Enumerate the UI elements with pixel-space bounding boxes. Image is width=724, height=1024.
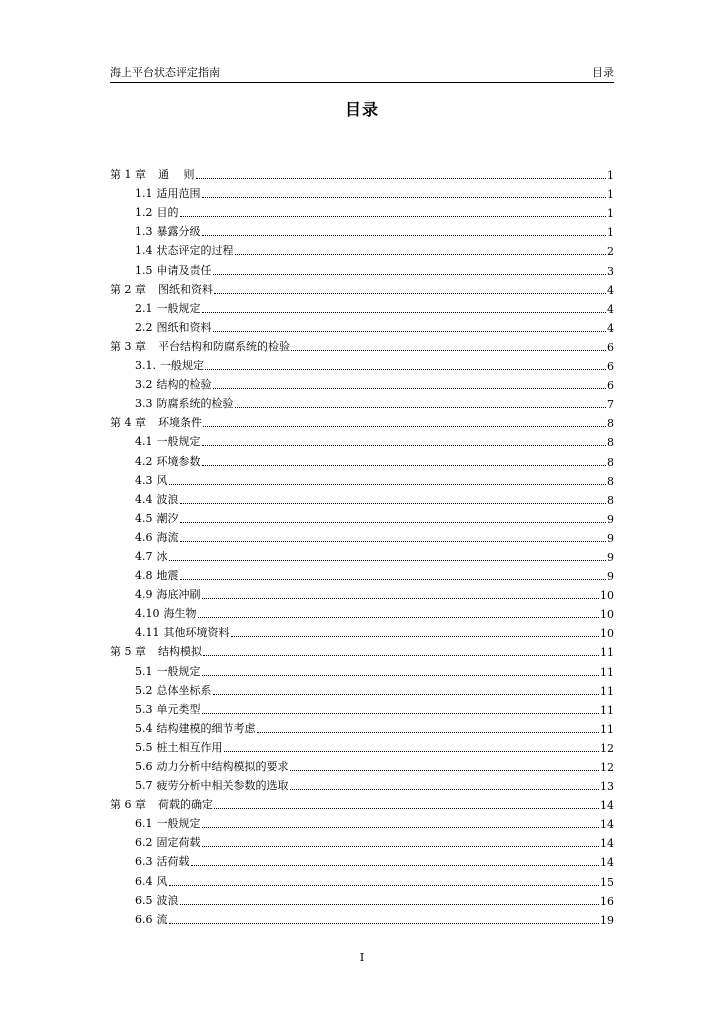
- toc-entry-label: [135, 204, 179, 220]
- toc-entry-text: 一般规定: [156, 301, 201, 315]
- toc-section-entry[interactable]: [110, 201, 614, 220]
- toc-entry-label: [135, 605, 197, 621]
- toc-section-entry[interactable]: [110, 755, 614, 774]
- toc-entry-label: [135, 472, 168, 488]
- toc-entry-number: 6.5: [135, 893, 153, 907]
- toc-entry-page: 4: [607, 283, 614, 297]
- toc-chapter-entry[interactable]: [110, 793, 614, 812]
- toc-dot-leader: [180, 541, 607, 542]
- toc-dot-leader: [196, 178, 607, 179]
- toc-entry-page: 9: [607, 570, 614, 584]
- toc-dot-leader: [235, 407, 607, 408]
- toc-entry-text: 防腐系统的检验: [156, 397, 234, 411]
- toc-entry-number: 2.1: [135, 301, 153, 315]
- toc-entry-text: 潮汐: [156, 511, 179, 525]
- toc-entry-text: 桩土相互作用: [156, 740, 223, 754]
- toc-dot-leader: [214, 293, 606, 294]
- toc-dot-leader: [290, 770, 600, 771]
- toc-entry-page: 3: [607, 264, 614, 278]
- toc-chapter-entry[interactable]: [110, 278, 614, 297]
- toc-entry-number: 1.2: [135, 206, 153, 220]
- toc-entry-label: [135, 395, 234, 411]
- toc-section-entry[interactable]: [110, 392, 614, 411]
- toc-entry-label: [110, 166, 195, 182]
- toc-dot-leader: [191, 865, 600, 866]
- toc-section-entry[interactable]: [110, 526, 614, 545]
- toc-entry-page: 10: [600, 608, 614, 622]
- toc-entry-page: 11: [600, 646, 614, 660]
- toc-entry-number: 3.3: [135, 397, 153, 411]
- toc-entry-text: 状态评定的过程: [156, 244, 234, 258]
- toc-entry-number: 第 6 章: [110, 798, 146, 812]
- toc-entry-text: 一般规定: [160, 359, 204, 373]
- toc-entry-page: 14: [600, 837, 614, 851]
- toc-entry-page: 14: [600, 799, 614, 813]
- toc-dot-leader: [203, 426, 606, 427]
- toc-section-entry[interactable]: [110, 430, 614, 449]
- toc-entry-label: [135, 682, 212, 698]
- toc-dot-leader: [202, 713, 600, 714]
- toc-dot-leader: [224, 751, 600, 752]
- toc-entry-number: 4.11: [135, 626, 160, 640]
- toc-entry-label: [135, 663, 201, 679]
- toc-entry-text: 波浪: [156, 492, 179, 506]
- toc-entry-page: 1: [607, 188, 614, 202]
- toc-entry-number: 3.1.: [135, 359, 156, 373]
- toc-section-entry[interactable]: [110, 220, 614, 239]
- toc-section-entry[interactable]: [110, 679, 614, 698]
- toc-entry-text: 动力分析中结构模拟的要求: [156, 760, 289, 773]
- toc-section-entry[interactable]: [110, 698, 614, 717]
- toc-section-entry[interactable]: [110, 258, 614, 277]
- toc-chapter-entry[interactable]: [110, 640, 614, 659]
- toc-entry-text: 海流: [156, 530, 179, 544]
- toc-dot-leader: [205, 369, 606, 370]
- toc-entry-number: 4.10: [135, 607, 160, 621]
- toc-section-entry[interactable]: [110, 869, 614, 888]
- toc-entry-text: 荷载的确定: [158, 798, 213, 812]
- toc-entry-label: [110, 414, 202, 430]
- toc-entry-page: 10: [600, 589, 614, 603]
- toc-entry-label: [135, 834, 201, 850]
- toc-entry-number: 5.5: [135, 740, 153, 754]
- toc-entry-page: 14: [600, 856, 614, 870]
- toc-section-entry[interactable]: [110, 812, 614, 831]
- toc-entry-text: 活荷载: [156, 855, 190, 869]
- toc-entry-page: 16: [600, 894, 614, 908]
- toc-entry-label: [135, 300, 201, 316]
- toc-entry-label: [135, 567, 179, 583]
- toc-entry-number: 1.1: [135, 187, 153, 201]
- toc-entry-number: 4.3: [135, 473, 153, 487]
- toc-entry-number: 5.3: [135, 702, 153, 716]
- toc-entry-page: 6: [607, 379, 614, 393]
- toc-entry-page: 11: [600, 684, 614, 698]
- toc-entry-number: 6.1: [135, 817, 153, 831]
- toc-entry-page: 11: [600, 665, 614, 679]
- toc-section-entry[interactable]: [110, 831, 614, 850]
- toc-entry-text: 总体坐标系: [156, 683, 212, 697]
- toc-entry-label: [135, 701, 201, 717]
- toc-entry-number: 第 5 章: [110, 645, 146, 659]
- toc-section-entry[interactable]: [110, 564, 614, 583]
- toc-entry-page: 8: [607, 474, 614, 488]
- toc-entry-page: 13: [600, 780, 614, 794]
- toc-dot-leader: [235, 254, 607, 255]
- toc-dot-leader: [180, 522, 607, 523]
- toc-entry-text: 其他环境资料: [163, 626, 230, 640]
- toc-dot-leader: [203, 655, 599, 656]
- toc-entry-page: 10: [600, 627, 614, 641]
- toc-entry-page: 4: [607, 302, 614, 316]
- toc-entry-label: [135, 453, 201, 469]
- toc-entry-label: [135, 758, 289, 774]
- toc-entry-label: [135, 777, 289, 793]
- toc-dot-leader: [202, 465, 607, 466]
- toc-entry-label: [135, 262, 212, 278]
- toc-entry-text: 结构的检验: [156, 378, 212, 392]
- toc-entry-number: 5.2: [135, 683, 153, 697]
- toc-entry-text: 环境条件: [158, 416, 202, 430]
- toc-entry-number: 4.1: [135, 435, 153, 449]
- toc-entry-number: 4.9: [135, 588, 153, 602]
- toc-entry-page: 9: [607, 550, 614, 564]
- toc-entry-text: 通 则: [158, 168, 195, 182]
- toc-section-entry[interactable]: [110, 889, 614, 908]
- toc-section-entry[interactable]: [110, 583, 614, 602]
- toc-section-entry[interactable]: [110, 774, 614, 793]
- toc-entry-page: 7: [607, 398, 614, 412]
- toc-entry-page: 8: [607, 417, 614, 431]
- toc-entry-page: 11: [600, 703, 614, 717]
- toc-dot-leader: [180, 216, 607, 217]
- toc-dot-leader: [180, 503, 607, 504]
- toc-section-entry[interactable]: [110, 621, 614, 640]
- toc-section-entry[interactable]: [110, 507, 614, 526]
- toc-dot-leader: [214, 808, 599, 809]
- toc-entry-label: [135, 892, 179, 908]
- toc-dot-leader: [169, 484, 607, 485]
- toc-entry-page: 8: [607, 436, 614, 450]
- toc-entry-number: 4.5: [135, 511, 153, 525]
- toc-entry-text: 一般规定: [156, 664, 201, 678]
- toc-dot-leader: [169, 885, 600, 886]
- toc-entry-number: 5.4: [135, 721, 153, 735]
- toc-section-entry[interactable]: [110, 297, 614, 316]
- toc-entry-text: 地震: [156, 569, 179, 583]
- toc-entry-number: 第 2 章: [110, 282, 146, 296]
- page-number: I: [359, 951, 365, 964]
- toc-dot-leader: [213, 694, 600, 695]
- toc-entry-number: 5.1: [135, 664, 153, 678]
- toc-entry-number: 4.4: [135, 492, 153, 506]
- toc-section-entry[interactable]: [110, 239, 614, 258]
- toc-entry-page: 12: [600, 761, 614, 774]
- toc-entry-label: [135, 739, 223, 755]
- toc-dot-leader: [198, 617, 600, 618]
- toc-entry-page: 6: [607, 360, 614, 374]
- toc-entry-text: 目的: [156, 206, 179, 220]
- toc-dot-leader: [290, 789, 600, 790]
- toc-entry-page: 12: [600, 741, 614, 755]
- header-document-title: 海上平台状态评定指南: [110, 66, 220, 79]
- toc-entry-label: [135, 491, 179, 507]
- toc-entry-page: 11: [600, 722, 614, 736]
- toc-entry-number: 1.4: [135, 244, 153, 258]
- toc-entry-label: [135, 223, 201, 239]
- toc-dot-leader: [202, 235, 607, 236]
- toc-entry-page: 15: [600, 875, 614, 889]
- toc-dot-leader: [257, 732, 600, 733]
- toc-dot-leader: [213, 331, 607, 332]
- toc-dot-leader: [291, 350, 606, 351]
- toc-entry-page: 8: [607, 455, 614, 469]
- toc-entry-text: 适用范围: [156, 187, 201, 201]
- toc-section-entry[interactable]: [110, 316, 614, 335]
- toc-entry-page: 1: [607, 226, 614, 240]
- toc-entry-page: 1: [607, 207, 614, 221]
- toc-entry-text: 风: [156, 473, 168, 487]
- toc-chapter-entry[interactable]: [110, 335, 614, 354]
- toc-dot-leader: [202, 827, 600, 828]
- toc-entry-number: 5.6: [135, 760, 153, 773]
- toc-entry-number: 3.2: [135, 378, 153, 392]
- toc-entry-text: 海生物: [163, 607, 197, 621]
- toc-entry-number: 2.2: [135, 320, 153, 334]
- toc-entry-number: 4.8: [135, 569, 153, 583]
- toc-entry-text: 风: [156, 874, 168, 888]
- toc-dot-leader: [202, 197, 607, 198]
- toc-entry-page: 6: [607, 340, 614, 354]
- toc-entry-number: 6.6: [135, 912, 153, 926]
- toc-entry-text: 单元类型: [156, 702, 201, 716]
- toc-entry-label: [110, 796, 213, 812]
- toc-entry-text: 一般规定: [156, 817, 201, 831]
- toc-entry-label: [135, 720, 256, 736]
- toc-entry-number: 第 3 章: [110, 339, 146, 353]
- toc-section-entry[interactable]: [110, 908, 614, 927]
- toc-entry-text: 平台结构和防腐系统的检验: [158, 339, 290, 353]
- toc-chapter-entry[interactable]: [110, 411, 614, 430]
- toc-entry-label: [135, 357, 204, 373]
- toc-entry-label: [135, 586, 201, 602]
- toc-dot-leader: [202, 846, 600, 847]
- toc-section-entry[interactable]: [110, 373, 614, 392]
- toc-section-entry[interactable]: [110, 850, 614, 869]
- toc-entry-label: [135, 376, 212, 392]
- toc-entry-label: [135, 433, 201, 449]
- toc-entry-text: 暴露分级: [156, 225, 201, 239]
- toc-section-entry[interactable]: [110, 545, 614, 564]
- toc-section-entry[interactable]: [110, 449, 614, 468]
- toc-entry-label: [135, 510, 179, 526]
- toc-entry-page: 19: [600, 913, 614, 927]
- toc-entry-number: 6.2: [135, 836, 153, 850]
- toc-entry-label: [135, 815, 201, 831]
- toc-dot-leader: [169, 560, 607, 561]
- toc-section-entry[interactable]: [110, 469, 614, 488]
- toc-entry-text: 图纸和资料: [156, 320, 212, 334]
- toc-entry-text: 图纸和资料: [158, 282, 213, 296]
- toc-entry-number: 第 4 章: [110, 416, 146, 430]
- toc-entry-label: [135, 185, 201, 201]
- toc-entry-page: 2: [607, 245, 614, 259]
- toc-entry-text: 一般规定: [156, 435, 201, 449]
- toc-entry-text: 环境参数: [156, 454, 201, 468]
- toc-entry-text: 流: [156, 912, 168, 926]
- toc-entry-text: 波浪: [156, 893, 179, 907]
- toc-section-entry[interactable]: [110, 488, 614, 507]
- toc-entry-text: 海底冲刷: [156, 588, 201, 602]
- toc-entry-label: [110, 338, 290, 354]
- toc-chapter-entry[interactable]: [110, 163, 614, 182]
- toc-dot-leader: [213, 274, 607, 275]
- toc-entry-number: 4.2: [135, 454, 153, 468]
- toc-entry-label: [135, 873, 168, 889]
- table-of-contents: [110, 163, 614, 927]
- toc-entry-number: 6.3: [135, 855, 153, 869]
- toc-section-entry[interactable]: [110, 736, 614, 755]
- toc-entry-page: 14: [600, 818, 614, 832]
- toc-dot-leader: [202, 675, 600, 676]
- toc-entry-page: 8: [607, 493, 614, 507]
- toc-dot-leader: [202, 445, 607, 446]
- toc-entry-label: [135, 624, 230, 640]
- toc-entry-number: 1.3: [135, 225, 153, 239]
- toc-entry-label: [135, 319, 212, 335]
- toc-section-entry[interactable]: [110, 659, 614, 678]
- toc-entry-number: 5.7: [135, 779, 153, 793]
- toc-entry-label: [135, 911, 168, 927]
- toc-entry-number: 4.7: [135, 549, 153, 563]
- page-header: [110, 64, 614, 83]
- toc-entry-number: 6.4: [135, 874, 153, 888]
- toc-entry-label: [110, 643, 202, 659]
- toc-entry-label: [135, 548, 168, 564]
- toc-section-entry[interactable]: [110, 602, 614, 621]
- toc-entry-number: 4.6: [135, 530, 153, 544]
- toc-entry-page: 1: [607, 169, 614, 183]
- toc-entry-page: 4: [607, 321, 614, 335]
- toc-entry-page: 9: [607, 512, 614, 526]
- toc-entry-text: 结构建模的细节考虑: [156, 721, 256, 735]
- toc-dot-leader: [202, 598, 600, 599]
- toc-entry-label: [135, 853, 190, 869]
- toc-dot-leader: [180, 904, 600, 905]
- toc-dot-leader: [231, 636, 600, 637]
- toc-entry-text: 固定荷载: [156, 836, 201, 850]
- toc-entry-page: 9: [607, 531, 614, 545]
- page-title: 目录: [344, 100, 379, 119]
- toc-entry-label: [110, 281, 213, 297]
- toc-entry-text: 疲劳分析中相关参数的选取: [156, 779, 289, 793]
- toc-section-entry[interactable]: [110, 182, 614, 201]
- toc-section-entry[interactable]: [110, 717, 614, 736]
- toc-entry-text: 冰: [156, 549, 168, 563]
- toc-dot-leader: [180, 579, 607, 580]
- header-section-title: 目录: [592, 66, 614, 79]
- toc-entry-text: 结构模拟: [158, 645, 202, 659]
- toc-section-entry[interactable]: [110, 354, 614, 373]
- toc-dot-leader: [213, 388, 607, 389]
- toc-entry-text: 申请及责任: [156, 263, 212, 277]
- toc-dot-leader: [169, 923, 600, 924]
- toc-entry-number: 第 1 章: [110, 168, 146, 182]
- toc-entry-label: [135, 529, 179, 545]
- toc-entry-label: [135, 242, 234, 258]
- toc-entry-number: 1.5: [135, 263, 153, 277]
- toc-dot-leader: [202, 312, 607, 313]
